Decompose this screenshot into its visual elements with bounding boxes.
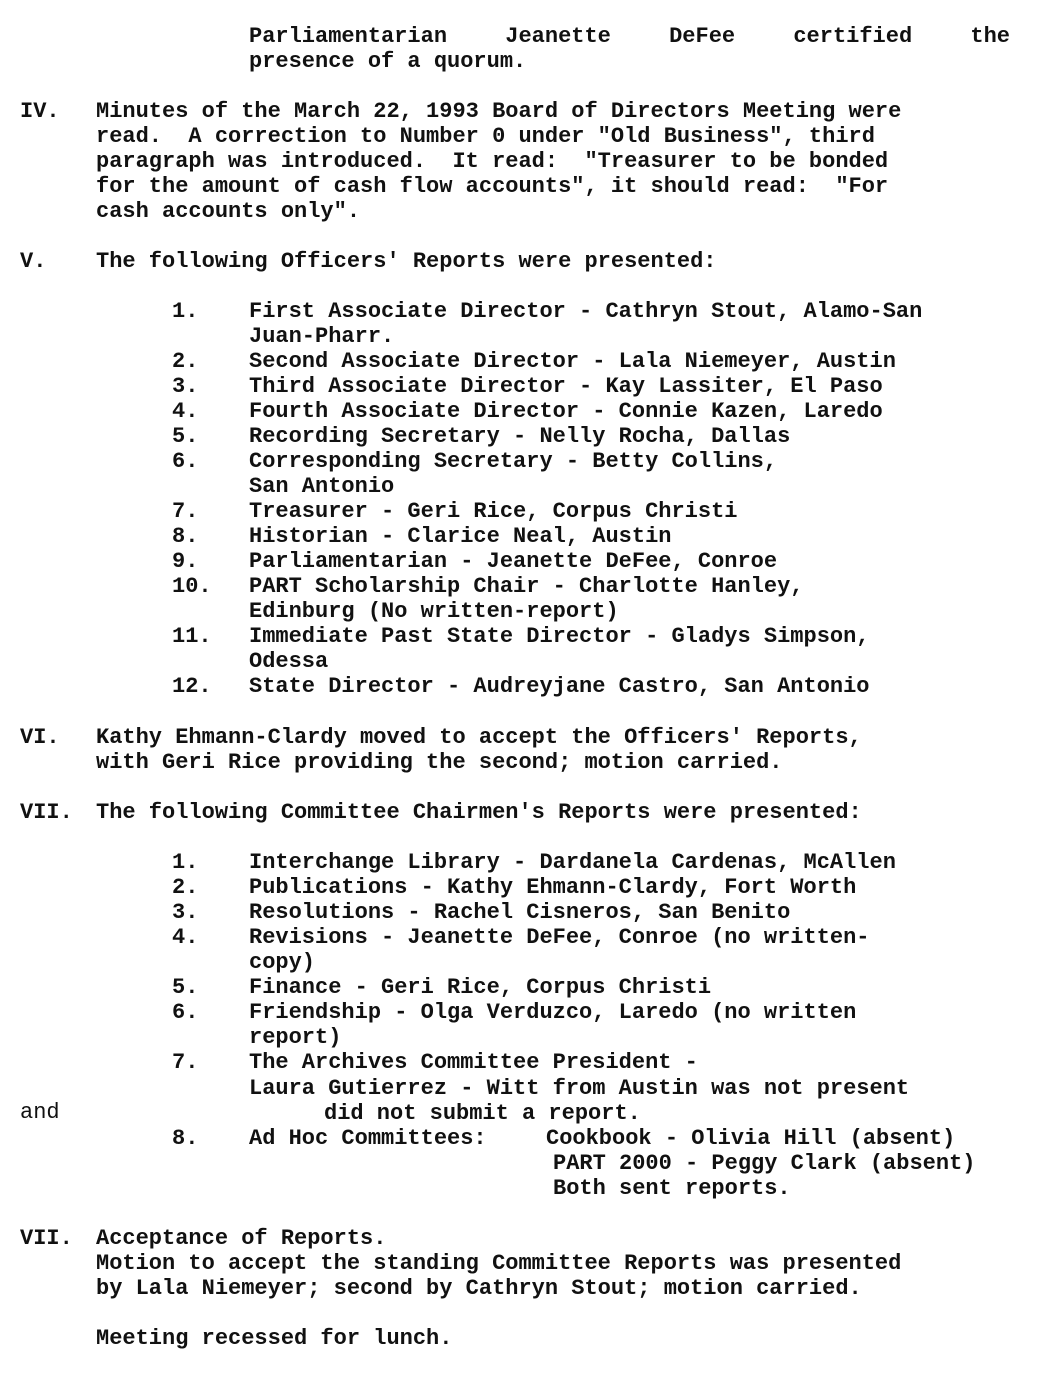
committee-item-text: Finance - Geri Rice, Corpus Christi — [249, 975, 712, 1000]
section-vii-b-numeral: VII. — [20, 1226, 73, 1251]
officer-item-number: 4. — [172, 399, 199, 424]
committee-item-number: 6. — [172, 1000, 199, 1025]
committee-item-text: Revisions - Jeanette DeFee, Conroe (no written- — [249, 925, 870, 950]
officer-item-number: 7. — [172, 499, 199, 524]
section-v-heading: The following Officers' Reports were presented: — [96, 249, 717, 274]
officer-item-number: 2. — [172, 349, 199, 374]
officer-item-number: 5. — [172, 424, 199, 449]
officer-item-text: Fourth Associate Director - Connie Kazen, Laredo — [249, 399, 883, 424]
section-vii-b-line: Motion to accept the standing Committee Reports was presented — [96, 1251, 902, 1276]
officer-item-text: Historian - Clarice Neal, Austin — [249, 524, 672, 549]
ad-hoc-label: Ad Hoc Committees: — [249, 1126, 487, 1151]
officer-item-text: State Director - Audreyjane Castro, San Antonio — [249, 674, 870, 699]
committee-item-text: Publications - Kathy Ehmann-Clardy, Fort Worth — [249, 875, 857, 900]
committee-item-number: 7. — [172, 1050, 199, 1075]
committee-item-number: 1. — [172, 850, 199, 875]
officer-item-number: 12. — [172, 674, 212, 699]
committee-item-number: 2. — [172, 875, 199, 900]
officer-item-number: 3. — [172, 374, 199, 399]
section-vii-heading: The following Committee Chairmen's Reports were presented: — [96, 800, 862, 825]
committee-item-text: Resolutions - Rachel Cisneros, San Benito — [249, 900, 791, 925]
officer-item-number: 10. — [172, 574, 212, 599]
officer-item-text: Recording Secretary - Nelly Rocha, Dallas — [249, 424, 791, 449]
committee-item-number: 4. — [172, 925, 199, 950]
committee-item-text: copy) — [249, 950, 316, 975]
officer-item-text: First Associate Director - Cathryn Stout, Alamo-San — [249, 299, 923, 324]
officer-item-number: 1. — [172, 299, 199, 324]
intro-line-1: Parliamentarian Jeanette DeFee certified the — [249, 24, 1010, 49]
section-vi-line: Kathy Ehmann-Clardy moved to accept the Officers' Reports, — [96, 725, 862, 750]
section-iv-line: for the amount of cash flow accounts", it should read: "For — [96, 174, 889, 199]
ad-hoc-item: PART 2000 - Peggy Clark (absent) — [553, 1151, 976, 1176]
officer-item-text: Parliamentarian - Jeanette DeFee, Conroe — [249, 549, 778, 574]
officer-item-number: 8. — [172, 524, 199, 549]
officer-item-number: 6. — [172, 449, 199, 474]
ad-hoc-item: Both sent reports. — [553, 1176, 791, 1201]
officer-item-text: Juan-Pharr. — [249, 324, 395, 349]
officer-item-text: Edinburg (No written-report) — [249, 599, 619, 624]
officer-item-text: Third Associate Director - Kay Lassiter, El Paso — [249, 374, 883, 399]
officer-item-number: 11. — [172, 624, 212, 649]
section-iv-line: Minutes of the March 22, 1993 Board of Directors Meeting were — [96, 99, 902, 124]
section-vi-numeral: VI. — [20, 725, 60, 750]
officer-item-text: Immediate Past State Director - Gladys Simpson, — [249, 624, 870, 649]
officer-item-text: Corresponding Secretary - Betty Collins, — [249, 449, 778, 474]
officer-item-number: 9. — [172, 549, 199, 574]
committee-item-text: Interchange Library - Dardanela Cardenas, McAllen — [249, 850, 896, 875]
officer-item-text: PART Scholarship Chair - Charlotte Hanley, — [249, 574, 804, 599]
committee-item-text: Friendship - Olga Verduzco, Laredo (no written — [249, 1000, 857, 1025]
officer-item-text: Second Associate Director - Lala Niemeyer, Austin — [249, 349, 896, 374]
committee-item-number: 8. — [172, 1126, 199, 1151]
committee-item-text: did not submit a report. — [324, 1101, 641, 1126]
section-iv-line: read. A correction to Number 0 under "Old Business", third — [96, 124, 875, 149]
section-v-numeral: V. — [20, 249, 47, 274]
committee-item-text: Laura Gutierrez - Witt from Austin was not present — [249, 1076, 910, 1101]
ad-hoc-item: Cookbook - Olivia Hill (absent) — [546, 1126, 956, 1151]
section-vii-b-line: by Lala Niemeyer; second by Cathryn Stout; motion carried. — [96, 1276, 862, 1301]
committee-item-text: The Archives Committee President - — [249, 1050, 698, 1075]
committee-item-number: 5. — [172, 975, 199, 1000]
section-iv-numeral: IV. — [20, 99, 60, 124]
section-iv-line: paragraph was introduced. It read: "Treasurer to be bonded — [96, 149, 889, 174]
section-vi-line: with Geri Rice providing the second; motion carried. — [96, 750, 783, 775]
officer-item-text: San Antonio — [249, 474, 395, 499]
section-vii-numeral: VII. — [20, 800, 73, 825]
committee-item-number: 3. — [172, 900, 199, 925]
section-vii-b-line: Acceptance of Reports. — [96, 1226, 387, 1251]
officer-item-text: Treasurer - Geri Rice, Corpus Christi — [249, 499, 738, 524]
and-word: and — [20, 1100, 60, 1125]
intro-line-2: presence of a quorum. — [249, 49, 527, 74]
officer-item-text: Odessa — [249, 649, 329, 674]
section-iv-line: cash accounts only". — [96, 199, 361, 224]
closing-line: Meeting recessed for lunch. — [96, 1326, 453, 1351]
committee-item-text: report) — [249, 1025, 342, 1050]
